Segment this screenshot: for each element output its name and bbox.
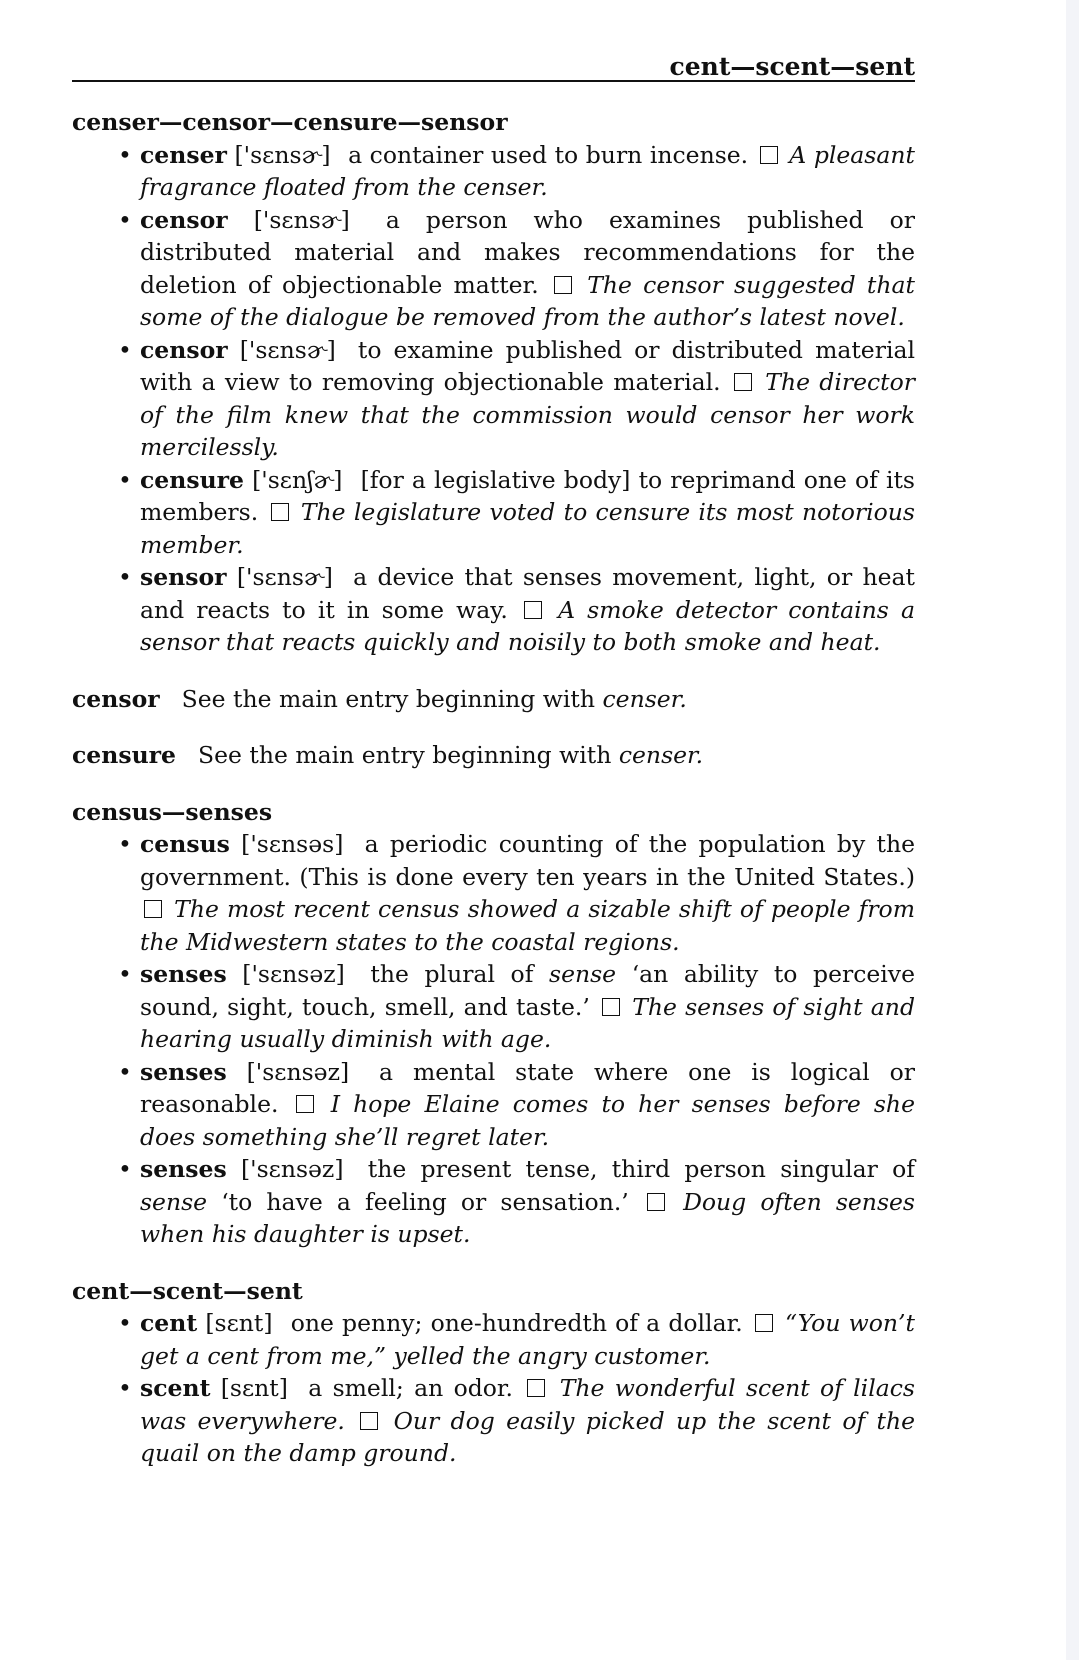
bullet-icon: • (118, 830, 132, 858)
page-content (72, 40, 915, 1470)
headword: census (140, 830, 230, 858)
bullet-icon: • (118, 960, 132, 988)
example-box-icon (360, 1412, 378, 1430)
pronunciation: [sɛnt] (205, 1309, 273, 1337)
bullet-icon: • (118, 465, 132, 494)
bullet-icon: • (118, 205, 132, 234)
example-sentence: A smoke detector contains a sensor that reacts quickly and noisily to both smoke and heat. (140, 595, 915, 656)
definition: the present tense, third person singular of (367, 1155, 915, 1183)
pronunciation: ['sɛnʃɚ] (252, 465, 343, 494)
bullet-icon: • (118, 1374, 132, 1402)
example-box-icon (602, 998, 620, 1016)
bullet-icon: • (118, 335, 132, 364)
entry-group (72, 796, 915, 1251)
bullet-icon: • (118, 563, 132, 591)
definition: a device that senses movement, light, or heat and reacts to it in some way. (140, 563, 915, 624)
example-box-icon (527, 1379, 545, 1397)
pronunciation: ['sɛnsəs] (241, 830, 344, 858)
definition: a person who examines published or distributed material and makes recommendations for the deletion of objectionable matter. (140, 205, 915, 299)
headword: senses (140, 1057, 227, 1086)
headword: scent (140, 1374, 211, 1402)
headword: censor (140, 335, 228, 364)
sense-item (72, 828, 915, 958)
headword: censer (140, 140, 227, 169)
sense-item (72, 204, 915, 334)
group-heading: census—senses (72, 797, 273, 826)
example-box-icon (554, 276, 572, 294)
sense-item (72, 958, 915, 1056)
headword: senses (140, 960, 227, 988)
sense-item (72, 464, 915, 562)
entry-group (72, 1275, 915, 1470)
definition: [for a legislative body] to reprimand one of its members. (140, 465, 915, 526)
headword: censure (140, 465, 244, 494)
example-box-icon (760, 146, 778, 164)
pronunciation: ['sɛnsəz] (246, 1057, 350, 1086)
definition: a periodic counting of the population by the government. (This is done every ten years in the United States.) (140, 830, 915, 891)
example-sentence: I hope Elaine comes to her senses before she does something she’ll regret later. (140, 1090, 915, 1151)
sense-item (72, 334, 915, 464)
example-sentence: The censor suggested that some of the dialogue be removed from the author’s latest novel. (140, 270, 915, 331)
sense-item (72, 1307, 915, 1372)
see-text: See the main entry beginning with (181, 684, 596, 713)
definition: a smell; an odor. (308, 1374, 514, 1402)
definition: ‘an ability to perceive sound, sight, touch, smell, and taste.’ (140, 960, 915, 1021)
bullet-icon: • (118, 1309, 132, 1337)
pronunciation: ['sɛnsɚ] (236, 563, 333, 591)
example-sentence: Our dog easily picked up the scent of the quail on the damp ground. (140, 1406, 915, 1467)
bullet-icon: • (118, 1155, 132, 1183)
example-box-icon (524, 601, 542, 619)
bullet-icon: • (118, 1057, 132, 1086)
example-sentence: “You won’t get a cent from me,” yelled the angry customer. (140, 1309, 915, 1370)
pronunciation: ['sɛnsɚ] (253, 205, 350, 234)
group-heading: cent—scent—sent (72, 1276, 303, 1305)
sense-item (72, 1372, 915, 1470)
running-head: cent—scent—sent (72, 40, 915, 82)
cross-reference (72, 739, 915, 772)
bullet-icon: • (118, 140, 132, 169)
group-heading: censer—censor—censure—sensor (72, 108, 508, 136)
example-sentence: A pleasant fragrance floated from the censer. (140, 140, 915, 201)
pronunciation: ['sɛnsɚ] (234, 140, 331, 169)
definition-italic: sense (549, 960, 617, 988)
definition: the plural of (370, 960, 550, 988)
example-box-icon (755, 1314, 773, 1332)
example-sentence: The legislature voted to censure its most notorious member. (140, 498, 915, 559)
pronunciation: [sɛnt] (220, 1374, 288, 1402)
pronunciation: ['sɛnsɚ] (239, 335, 336, 364)
pronunciation: ['sɛnsəz] (240, 1155, 344, 1183)
pronunciation: ['sɛnsəz] (242, 960, 345, 988)
example-box-icon (734, 373, 752, 391)
headword: cent (140, 1309, 198, 1337)
headword: sensor (140, 563, 227, 591)
sense-item (72, 1056, 915, 1154)
cross-reference (72, 683, 915, 716)
headword: censure (72, 741, 176, 769)
definition: ‘to have a feeling or sensation.’ (207, 1187, 629, 1216)
example-sentence: The senses of sight and hearing usually diminish with age. (140, 992, 915, 1053)
example-sentence: Doug often senses when his daughter is upset. (140, 1187, 915, 1248)
headword: censor (140, 205, 228, 234)
definition-italic: sense (140, 1187, 208, 1216)
see-reference: censer. (602, 684, 687, 713)
example-box-icon (296, 1095, 314, 1113)
see-text: See the main entry beginning with (198, 741, 612, 769)
sense-item (72, 139, 915, 204)
entry-group (72, 106, 915, 659)
example-sentence: The director of the film knew that the commission would censor her work mercilessly. (140, 368, 915, 461)
example-box-icon (144, 900, 162, 918)
example-box-icon (647, 1193, 665, 1211)
definition: a mental state where one is logical or reasonable. (140, 1057, 915, 1118)
definition: one penny; one-hundredth of a dollar. (290, 1309, 743, 1337)
definition: to examine published or distributed material with a view to removing objectionable material. (140, 335, 915, 396)
definition: a container used to burn incense. (348, 140, 749, 169)
sense-item (72, 561, 915, 659)
headword: censor (72, 684, 160, 713)
headword: senses (140, 1155, 227, 1183)
example-box-icon (271, 503, 289, 521)
example-sentence: The wonderful scent of lilacs was everywhere. (140, 1374, 915, 1435)
example-sentence: The most recent census showed a sizable shift of people from the Midwestern states to the coastal regions. (140, 895, 915, 956)
sense-item (72, 1153, 915, 1251)
see-reference: censer. (618, 741, 704, 769)
